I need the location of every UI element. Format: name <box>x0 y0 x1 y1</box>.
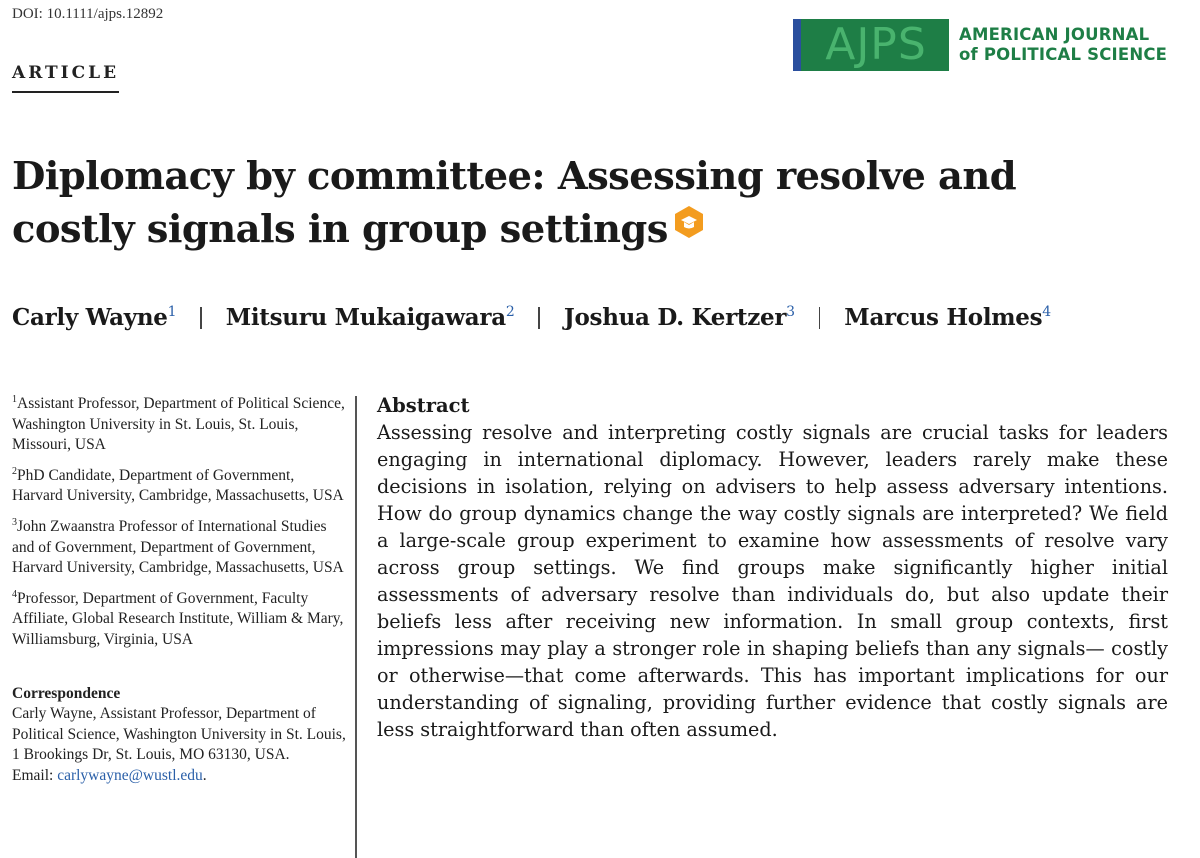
correspondence-address: Carly Wayne, Assistant Professor, Department of Political Science, Washington University in St. Louis, 1 Brookings Dr, St. Louis, MO 63130, USA. <box>12 705 346 764</box>
section-label: ARTICLE <box>12 63 119 93</box>
doi-text: DOI: 10.1111/ajps.12892 <box>12 6 164 22</box>
author-separator <box>538 307 540 329</box>
abstract-section <box>377 392 1168 743</box>
journal-logo-letters: AJPS <box>825 19 927 70</box>
affiliation-number: 2 <box>12 465 17 477</box>
email-suffix: . <box>202 766 207 784</box>
abstract-heading: Abstract <box>377 394 470 417</box>
author-name[interactable]: Mitsuru Mukaigawara <box>225 304 506 331</box>
author-affiliation-ref[interactable]: 1 <box>167 304 177 320</box>
author-2[interactable] <box>226 304 515 331</box>
affiliation-text: Assistant Professor, Department of Political Science, Washington University in St. Louis, St. Louis, Missouri, USA <box>12 395 345 454</box>
author-affiliation-ref[interactable]: 2 <box>505 304 515 320</box>
journal-name-line1: AMERICAN JOURNAL <box>959 25 1150 44</box>
journal-name <box>959 25 1167 65</box>
author-separator <box>200 307 202 329</box>
affiliation-text: Professor, Department of Government, Faculty Affiliate, Global Research Institute, William & Mary, Williamsburg, Virginia, USA <box>12 589 344 648</box>
journal-name-line2: of POLITICAL SCIENCE <box>959 45 1168 64</box>
email-label: Email: <box>12 766 58 784</box>
logo-stripe <box>793 19 801 71</box>
affiliation-4 <box>12 589 347 651</box>
abstract-body: Assessing resolve and interpreting costly signals are crucial tasks for leaders engaging in international diplomacy. However, leaders rarely make these decisions in isolation, relying on advisers to help assess adversary intentions. How do group dynamics change the way costly signals are interpreted? We field a large-scale group experiment to examine how assessments of resolve vary across group settings. We find groups make significantly higher initial assessments of adversary resolve than individuals do, but also update their beliefs less after receiving new information. In small group contexts, first impressions may play a stronger role in shaping beliefs than any signals— costly or otherwise—that come afterwards. This has important implications for our understanding of signaling, providing further evidence that costly signals are less straightforward than often assumed. <box>377 421 1168 741</box>
author-1[interactable] <box>12 304 176 331</box>
affiliations-sidebar <box>12 394 347 787</box>
affiliation-number: 4 <box>12 588 17 600</box>
affiliation-text: John Zwaanstra Professor of International Studies and of Government, Department of Government, Harvard University, Cambridge, Massachusetts, USA <box>12 517 344 577</box>
journal-logo-mark <box>793 19 949 71</box>
column-divider <box>355 396 357 858</box>
author-3[interactable] <box>564 304 795 331</box>
article-title-text: Diplomacy by committee: Assessing resolve and costly signals in group settings <box>12 154 1017 252</box>
author-4[interactable] <box>844 304 1051 331</box>
affiliation-text: PhD Candidate, Department of Government, Harvard University, Cambridge, Massachusetts, USA <box>12 466 344 505</box>
author-list <box>12 304 1051 331</box>
affiliation-number: 3 <box>12 516 17 528</box>
correspondence-heading: Correspondence <box>12 684 121 702</box>
affiliation-1 <box>12 394 347 456</box>
affiliation-number: 1 <box>12 394 17 405</box>
author-separator <box>819 307 821 329</box>
article-title <box>12 150 1132 256</box>
author-affiliation-ref[interactable]: 3 <box>786 304 795 320</box>
author-affiliation-ref[interactable]: 4 <box>1042 304 1051 320</box>
correspondence-email <box>12 766 347 787</box>
affiliation-3 <box>12 517 347 579</box>
author-name[interactable]: Joshua D. Kertzer <box>563 304 787 331</box>
open-access-icon[interactable] <box>672 205 706 239</box>
journal-logo[interactable] <box>793 19 1167 71</box>
email-link[interactable]: carlywayne@wustl.edu <box>57 766 203 784</box>
author-name[interactable]: Marcus Holmes <box>844 304 1043 331</box>
affiliation-2 <box>12 466 347 507</box>
author-name[interactable]: Carly Wayne <box>12 304 168 331</box>
